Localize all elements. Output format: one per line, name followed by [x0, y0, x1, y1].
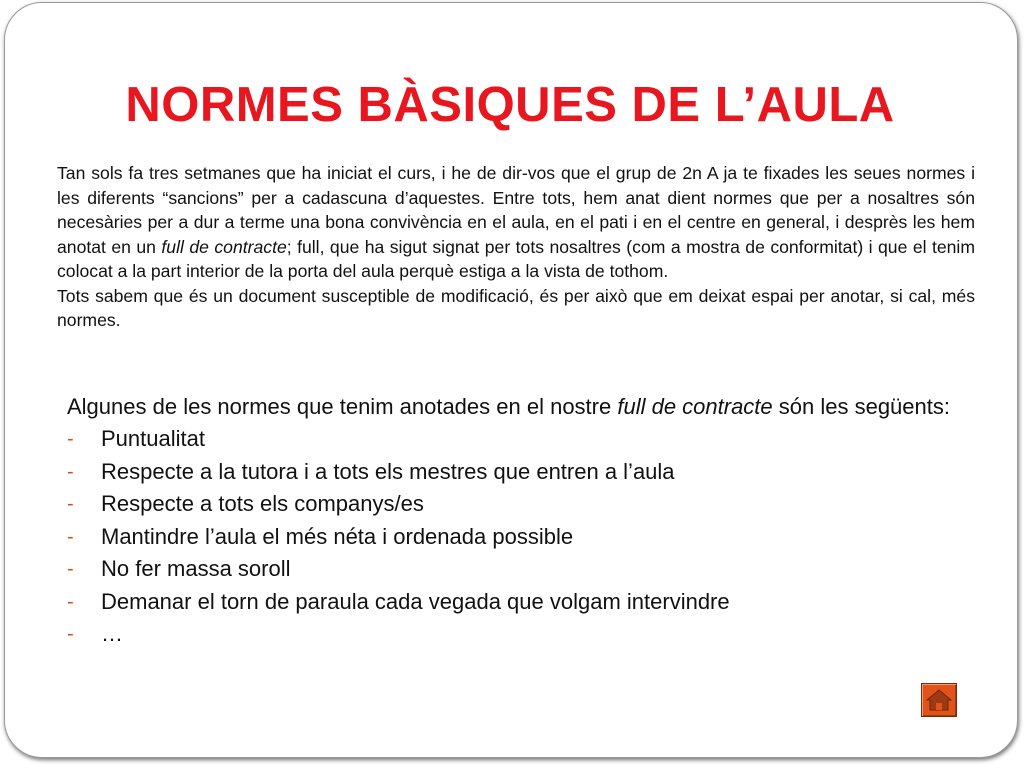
bullet-dash: -	[67, 590, 74, 613]
list-item	[67, 618, 967, 651]
bullet-dash: -	[67, 525, 74, 548]
rules-lead	[67, 395, 967, 419]
list-item	[67, 586, 967, 619]
rule-text: Puntualitat	[101, 426, 205, 451]
bullet-dash: -	[67, 558, 74, 580]
list-item	[67, 456, 967, 489]
intro-p1-text-end: ; full, que ha sigut signat per tots nosaltres (com a mostra de conformitat) i que el tenim colocat a la part interior de la porta del aula perquè estiga a la vista de tothom.	[57, 236, 975, 281]
rule-text: …	[101, 621, 123, 646]
rule-text: Respecte a la tutora i a tots els mestres que entren a l’aula	[101, 458, 675, 484]
rule-text: Respecte a tots els companys/es	[101, 491, 424, 516]
slide	[4, 2, 1018, 758]
list-item	[67, 521, 967, 554]
rule-text: Demanar el torn de paraula cada vegada que volgam intervindre	[101, 588, 730, 614]
rules-section	[67, 395, 967, 651]
list-item	[67, 423, 967, 456]
home-button[interactable]	[921, 683, 957, 717]
bullet-dash: -	[67, 428, 74, 450]
rules-list	[67, 423, 967, 651]
intro-p1-text: Tan sols fa tres setmanes que ha iniciat el curs, i he de dir-vos que el grup de 2n A ja te fixades les seues normes i les diferents “sancions” per a cadascuna d’aquestes. Entre tots, hem anat dient normes que per a nosaltres són necesàries per a dur a terme una bona convivència en el aula, en el pati i en el centre en general, i desprès les hem anotat en un	[57, 163, 975, 257]
rule-text: No fer massa soroll	[101, 556, 291, 581]
bullet-dash: -	[67, 460, 74, 483]
list-item	[67, 488, 967, 521]
bullet-dash: -	[67, 623, 74, 645]
intro-p1-italic: full de contracte	[161, 236, 287, 257]
slide-title: NORMES BÀSIQUES DE L’AULA	[125, 78, 895, 132]
rules-lead-text-end: són les següents:	[772, 394, 950, 419]
rules-lead-italic: full de contracte	[617, 394, 773, 419]
rule-text: Mantindre l’aula el més néta i ordenada possible	[101, 523, 574, 549]
intro-paragraph-1	[57, 161, 975, 284]
list-item	[67, 553, 967, 586]
intro-text	[57, 161, 975, 333]
rules-lead-text: Algunes de les normes que tenim anotades en el nostre	[67, 394, 618, 419]
intro-paragraph-2: Tots sabem que és un document susceptible de modificació, és per això que em deixat espai per anotar, si cal, més normes.	[57, 285, 975, 330]
bullet-dash: -	[67, 493, 74, 515]
home-icon	[922, 684, 956, 716]
